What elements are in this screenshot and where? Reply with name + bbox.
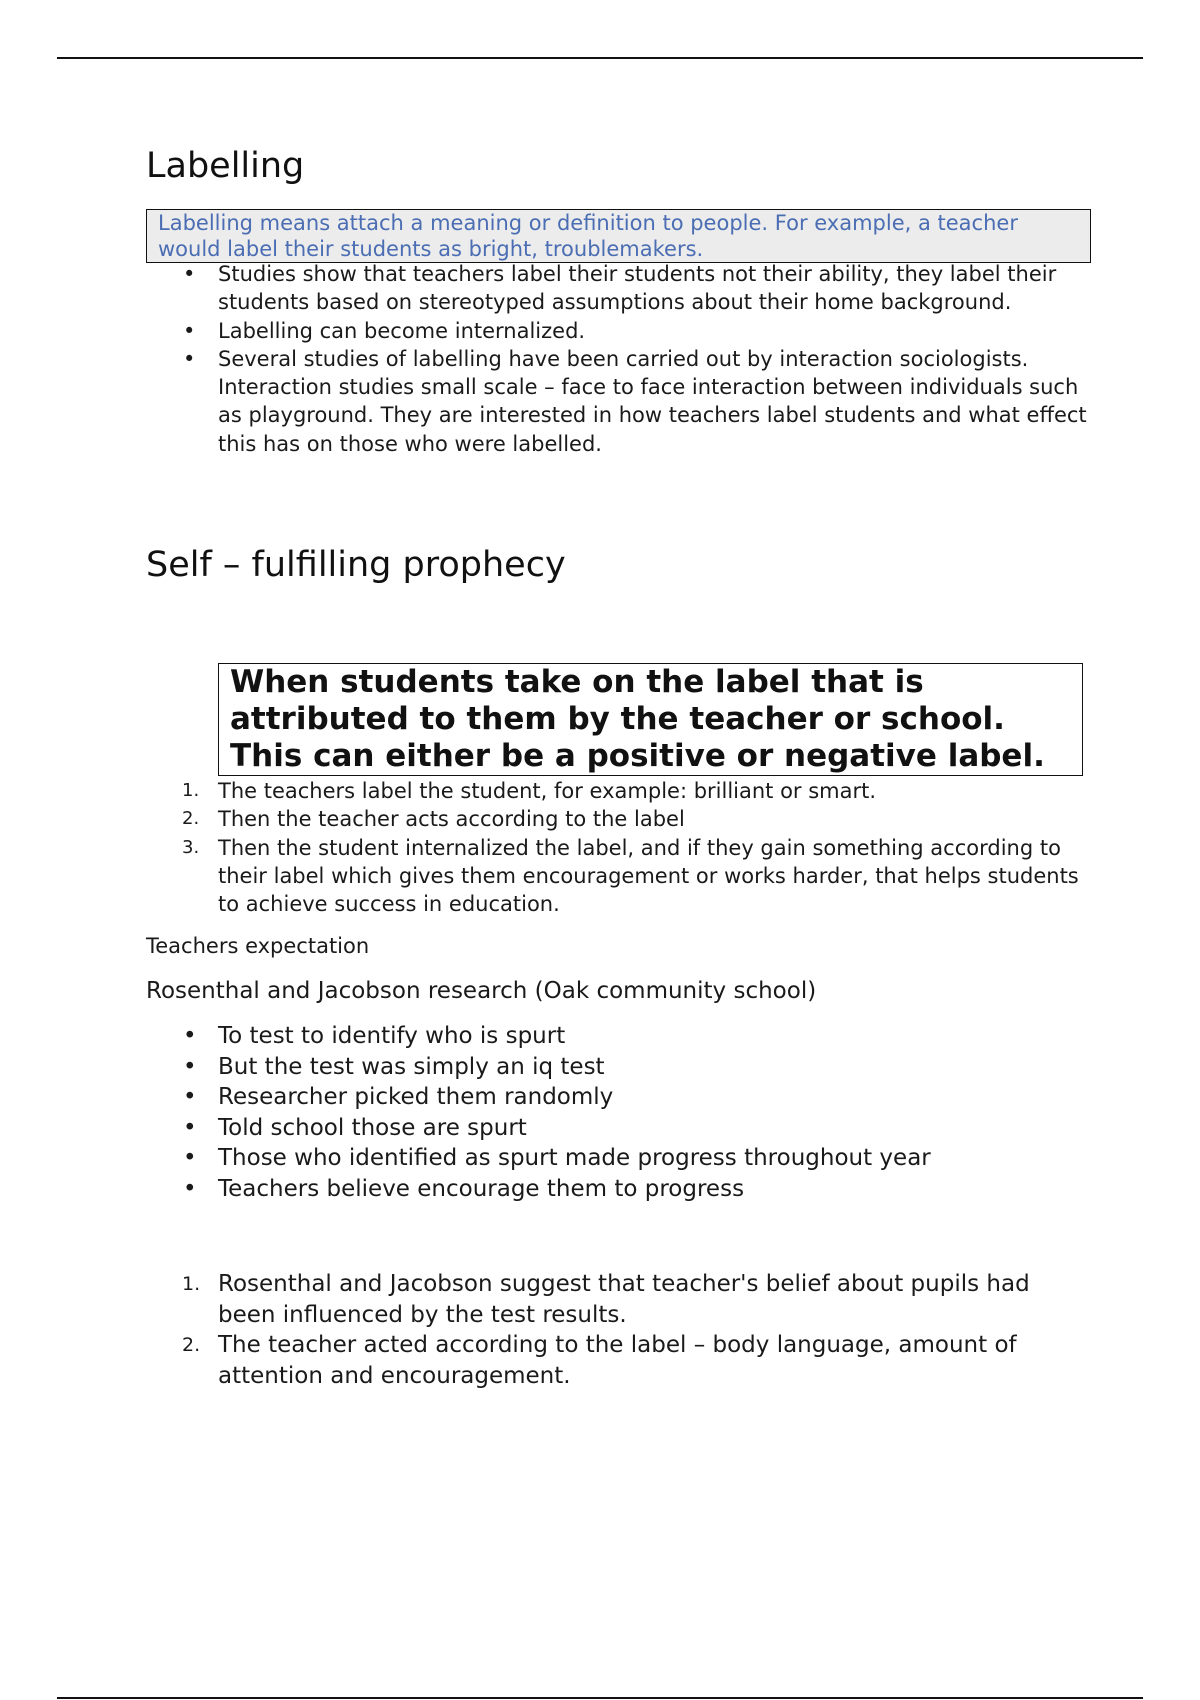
list-item-text: Told school those are spurt bbox=[218, 1114, 527, 1141]
list-number: 3. bbox=[182, 836, 200, 858]
list-item-text: Labelling can become internalized. bbox=[218, 318, 586, 343]
list-item-text: The teacher acted according to the label – body language, amount of attention and encouragement. bbox=[218, 1332, 1017, 1389]
labelling-heading: Labelling bbox=[146, 146, 305, 186]
list-item-text: Then the teacher acts according to the label bbox=[218, 807, 685, 832]
list-item-text: Then the student internalized the label, and if they gain something according to their label which gives them encouragement or works harder, that helps students to achieve success in education. bbox=[218, 835, 1079, 917]
bottom-rule bbox=[57, 1697, 1143, 1699]
list-item-text: Studies show that teachers label their students not their ability, they label their students based on stereotyped assumptions about their home background. bbox=[218, 262, 1057, 315]
list-item-text: Those who identified as spurt made progress throughout year bbox=[218, 1145, 931, 1172]
list-item-text: Rosenthal and Jacobson suggest that teacher's belief about pupils had been influenced by the test results. bbox=[218, 1271, 1030, 1328]
list-item bbox=[146, 1082, 1090, 1113]
list-item bbox=[146, 1269, 1090, 1330]
bullet-icon: • bbox=[183, 1145, 197, 1172]
list-item-text: The teachers label the student, for example: brilliant or smart. bbox=[218, 779, 877, 803]
sfp-heading: Self – fulfilling prophecy bbox=[146, 545, 566, 585]
research-points-list bbox=[146, 1269, 1090, 1391]
bullet-icon: • bbox=[183, 346, 196, 371]
teachers-expectation-title: Teachers expectation bbox=[146, 934, 370, 958]
sfp-definition-box: When students take on the label that is attributed to them by the teacher or school. This can either be a positive or negative label. bbox=[218, 663, 1083, 776]
list-item bbox=[146, 834, 1090, 919]
list-item bbox=[146, 317, 1090, 345]
list-item bbox=[146, 1052, 1090, 1083]
list-item bbox=[146, 1174, 1090, 1205]
list-item bbox=[146, 345, 1090, 458]
list-item bbox=[146, 1021, 1090, 1052]
list-number: 1. bbox=[182, 780, 200, 801]
sfp-steps-list bbox=[146, 777, 1090, 918]
bullet-icon: • bbox=[183, 318, 196, 343]
bullet-icon: • bbox=[183, 1023, 197, 1049]
research-bullet-list bbox=[146, 1021, 1090, 1205]
list-item-text: But the test was simply an iq test bbox=[218, 1053, 605, 1080]
research-title: Rosenthal and Jacobson research (Oak community school) bbox=[146, 978, 817, 1004]
list-item bbox=[146, 1330, 1090, 1391]
list-number: 1. bbox=[182, 1273, 201, 1295]
list-item-text: Researcher picked them randomly bbox=[218, 1084, 614, 1111]
list-item-text: To test to identify who is spurt bbox=[218, 1023, 566, 1049]
list-number: 2. bbox=[182, 808, 200, 830]
bullet-icon: • bbox=[183, 1084, 197, 1111]
list-item bbox=[146, 1113, 1090, 1144]
labelling-bullet-list bbox=[146, 260, 1090, 458]
list-item bbox=[146, 777, 1090, 805]
bullet-icon: • bbox=[183, 1053, 197, 1080]
list-item bbox=[146, 260, 1090, 317]
list-item-text: Teachers believe encourage them to progress bbox=[218, 1175, 745, 1202]
list-item bbox=[146, 805, 1090, 833]
top-rule bbox=[57, 57, 1143, 59]
bullet-icon: • bbox=[183, 1114, 197, 1141]
list-item-text: Several studies of labelling have been carried out by interaction sociologists. Interaction studies small scale – face to face interaction between individuals such as playground. They are interested in how teachers label students and what effect this has on those who were labelled. bbox=[218, 346, 1087, 456]
labelling-definition-box: Labelling means attach a meaning or definition to people. For example, a teacher would label their students as bright, troublemakers. bbox=[146, 209, 1091, 263]
bullet-icon: • bbox=[183, 262, 196, 286]
bullet-icon: • bbox=[183, 1175, 197, 1202]
list-item bbox=[146, 1143, 1090, 1174]
list-number: 2. bbox=[182, 1334, 201, 1356]
